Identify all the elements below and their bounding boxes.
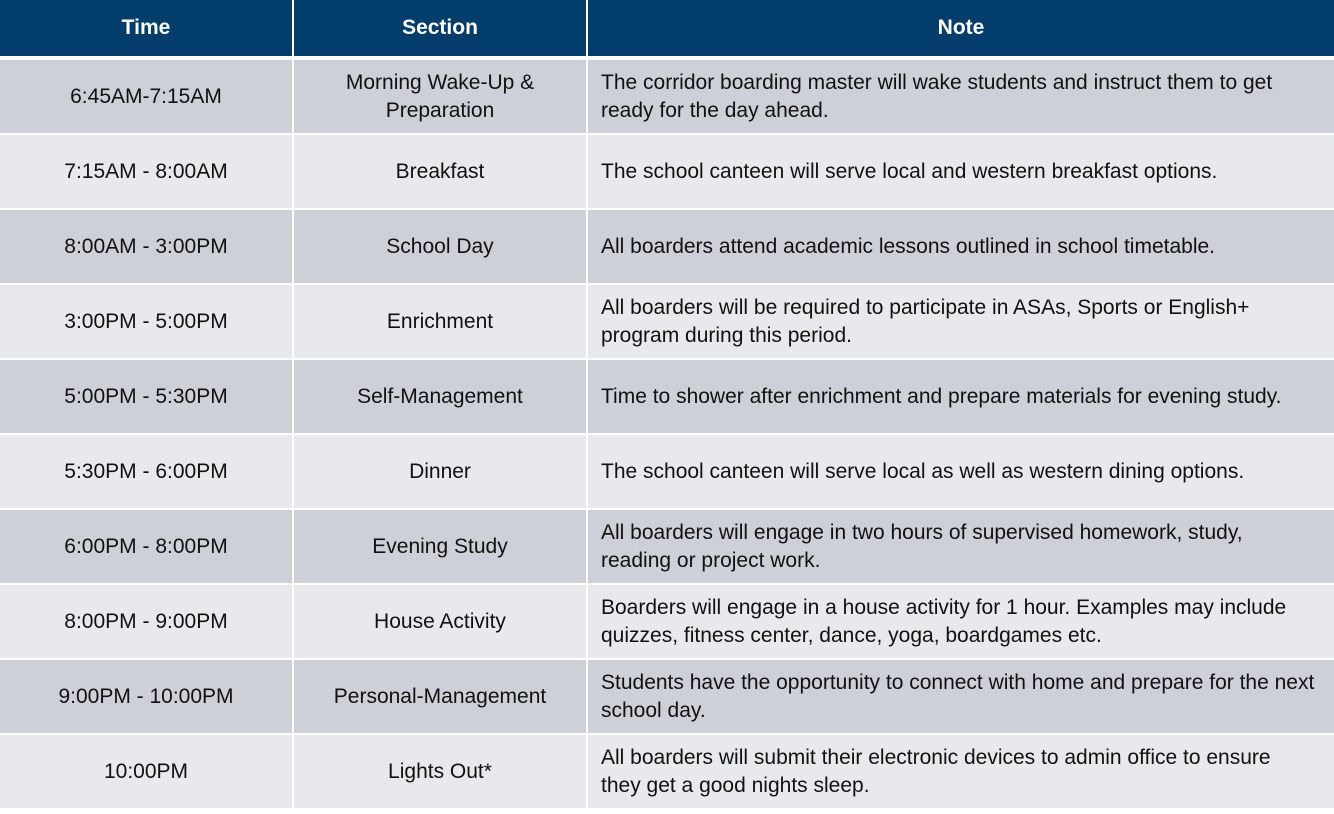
table-header-row — [0, 0, 1334, 60]
table-row — [0, 135, 1334, 210]
section-cell: Dinner — [294, 435, 588, 510]
table-row — [0, 285, 1334, 360]
table-row — [0, 660, 1334, 735]
time-cell: 7:15AM - 8:00AM — [0, 135, 294, 210]
section-cell: School Day — [294, 210, 588, 285]
section-cell: Morning Wake-Up & Preparation — [294, 60, 588, 135]
table-row — [0, 360, 1334, 435]
header-section: Section — [294, 0, 588, 60]
note-cell: Students have the opportunity to connect with home and prepare for the next school day. — [588, 660, 1334, 735]
header-note: Note — [588, 0, 1334, 60]
header-time: Time — [0, 0, 294, 60]
time-cell: 5:00PM - 5:30PM — [0, 360, 294, 435]
note-cell: The corridor boarding master will wake students and instruct them to get ready for the day ahead. — [588, 60, 1334, 135]
time-cell: 3:00PM - 5:00PM — [0, 285, 294, 360]
table-row — [0, 585, 1334, 660]
time-cell: 8:00PM - 9:00PM — [0, 585, 294, 660]
table-row — [0, 735, 1334, 810]
note-cell: Boarders will engage in a house activity for 1 hour. Examples may include quizzes, fitness center, dance, yoga, boardgames etc. — [588, 585, 1334, 660]
note-cell: All boarders attend academic lessons outlined in school timetable. — [588, 210, 1334, 285]
section-cell: Breakfast — [294, 135, 588, 210]
section-cell: Enrichment — [294, 285, 588, 360]
note-cell: Time to shower after enrichment and prepare materials for evening study. — [588, 360, 1334, 435]
note-cell: All boarders will submit their electronic devices to admin office to ensure they get a good nights sleep. — [588, 735, 1334, 810]
section-cell: Self-Management — [294, 360, 588, 435]
note-cell: The school canteen will serve local and western breakfast options. — [588, 135, 1334, 210]
time-cell: 6:00PM - 8:00PM — [0, 510, 294, 585]
table-row — [0, 210, 1334, 285]
note-cell: The school canteen will serve local as well as western dining options. — [588, 435, 1334, 510]
note-cell: All boarders will engage in two hours of supervised homework, study, reading or project work. — [588, 510, 1334, 585]
table-row — [0, 510, 1334, 585]
section-cell: Personal-Management — [294, 660, 588, 735]
section-cell: House Activity — [294, 585, 588, 660]
time-cell: 5:30PM - 6:00PM — [0, 435, 294, 510]
table-row — [0, 60, 1334, 135]
time-cell: 10:00PM — [0, 735, 294, 810]
section-cell: Evening Study — [294, 510, 588, 585]
section-cell: Lights Out* — [294, 735, 588, 810]
time-cell: 6:45AM-7:15AM — [0, 60, 294, 135]
time-cell: 8:00AM - 3:00PM — [0, 210, 294, 285]
time-cell: 9:00PM - 10:00PM — [0, 660, 294, 735]
table-row — [0, 435, 1334, 510]
note-cell: All boarders will be required to participate in ASAs, Sports or English+ program during this period. — [588, 285, 1334, 360]
